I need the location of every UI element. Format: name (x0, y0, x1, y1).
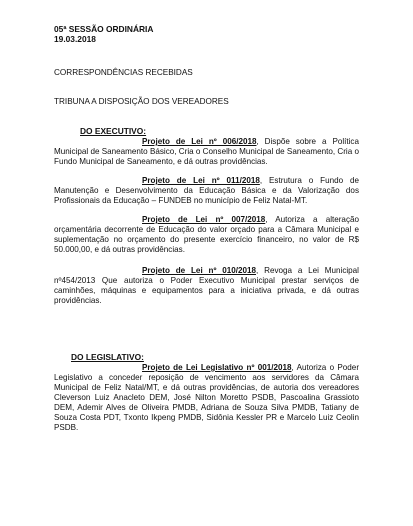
session-date: 19.03.2018 (54, 33, 96, 44)
executivo-item-3 (54, 215, 359, 255)
legislativo-item-1-title: Projeto de Lei Legislativo nº 001/2018 (142, 363, 292, 372)
executivo-item-3-title: Projeto de Lei nº 007/2018 (142, 215, 266, 224)
tribuna-heading: TRIBUNA A DISPOSIÇÃO DOS VEREADORES (54, 97, 229, 106)
executivo-item-4 (54, 266, 359, 306)
executivo-item-2-text: , Estrutura o Fundo de Manutenção e Desenvolvimento da Educação Básica e da Valorização dos Profissionais da Educação – FUNDEB no município de Feliz Natal-MT. (54, 176, 359, 205)
legislativo-item-1-text: , Autoriza o Poder Legislativo a conceder reposição de vencimento aos servidores da Câmara Municipal de Feliz Natal/MT, e dá outras providências, de autoria dos vereadores Cleverson Luiz Anacleto DEM, José Nilton Moretto PSDB, Pascoalina Grassioto DEM, Ademir Alves de Oliveira PMDB, Adriana de Souza Silva PMDB, Tatiany de Souza Costa PDT, Txonto Ikpeng PMDB, Sidônia Kessler PR e Marcelo Luiz Ceolin PSDB. (54, 363, 360, 432)
legislativo-item-1 (54, 363, 359, 433)
executivo-item-4-text: , Revoga a Lei Municipal nº454/2013 Que autoriza o Poder Executivo Municipal prestar serviços de caminhões, máquinas e equipamentos para a iniciativa privada, e dá outras providências. (54, 266, 359, 305)
executivo-item-3-text: , Autoriza a alteração orçamentária decorrente de Educação do valor orçado para a Câmara Municipal e suplementação no orçamento do presente exercício financeiro, no valor de R$ 50.000,00, e dá outras providências. (54, 215, 359, 254)
legislativo-heading: DO LEGISLATIVO: (71, 352, 144, 362)
correspondencias-heading: CORRESPONDÊNCIAS RECEBIDAS (54, 68, 193, 77)
session-header (54, 25, 153, 44)
executivo-item-2 (54, 176, 359, 206)
executivo-heading: DO EXECUTIVO: (80, 126, 147, 136)
executivo-item-1-title: Projeto de Lei nº 006/2018 (142, 137, 257, 146)
session-title: 05ª SESSÃO ORDINÁRIA (54, 24, 154, 34)
executivo-item-1-text: , Dispõe sobre a Política Municipal de Saneamento Básico, Cria o Conselho Municipal de Saneamento, Cria o Fundo Municipal de Saneamento, e dá outras providências. (54, 137, 359, 166)
executivo-item-2-title: Projeto de Lei nº 011/2018 (142, 176, 260, 185)
executivo-item-1 (54, 137, 359, 167)
executivo-item-4-title: Projeto de Lei nº 010/2018 (142, 266, 257, 275)
